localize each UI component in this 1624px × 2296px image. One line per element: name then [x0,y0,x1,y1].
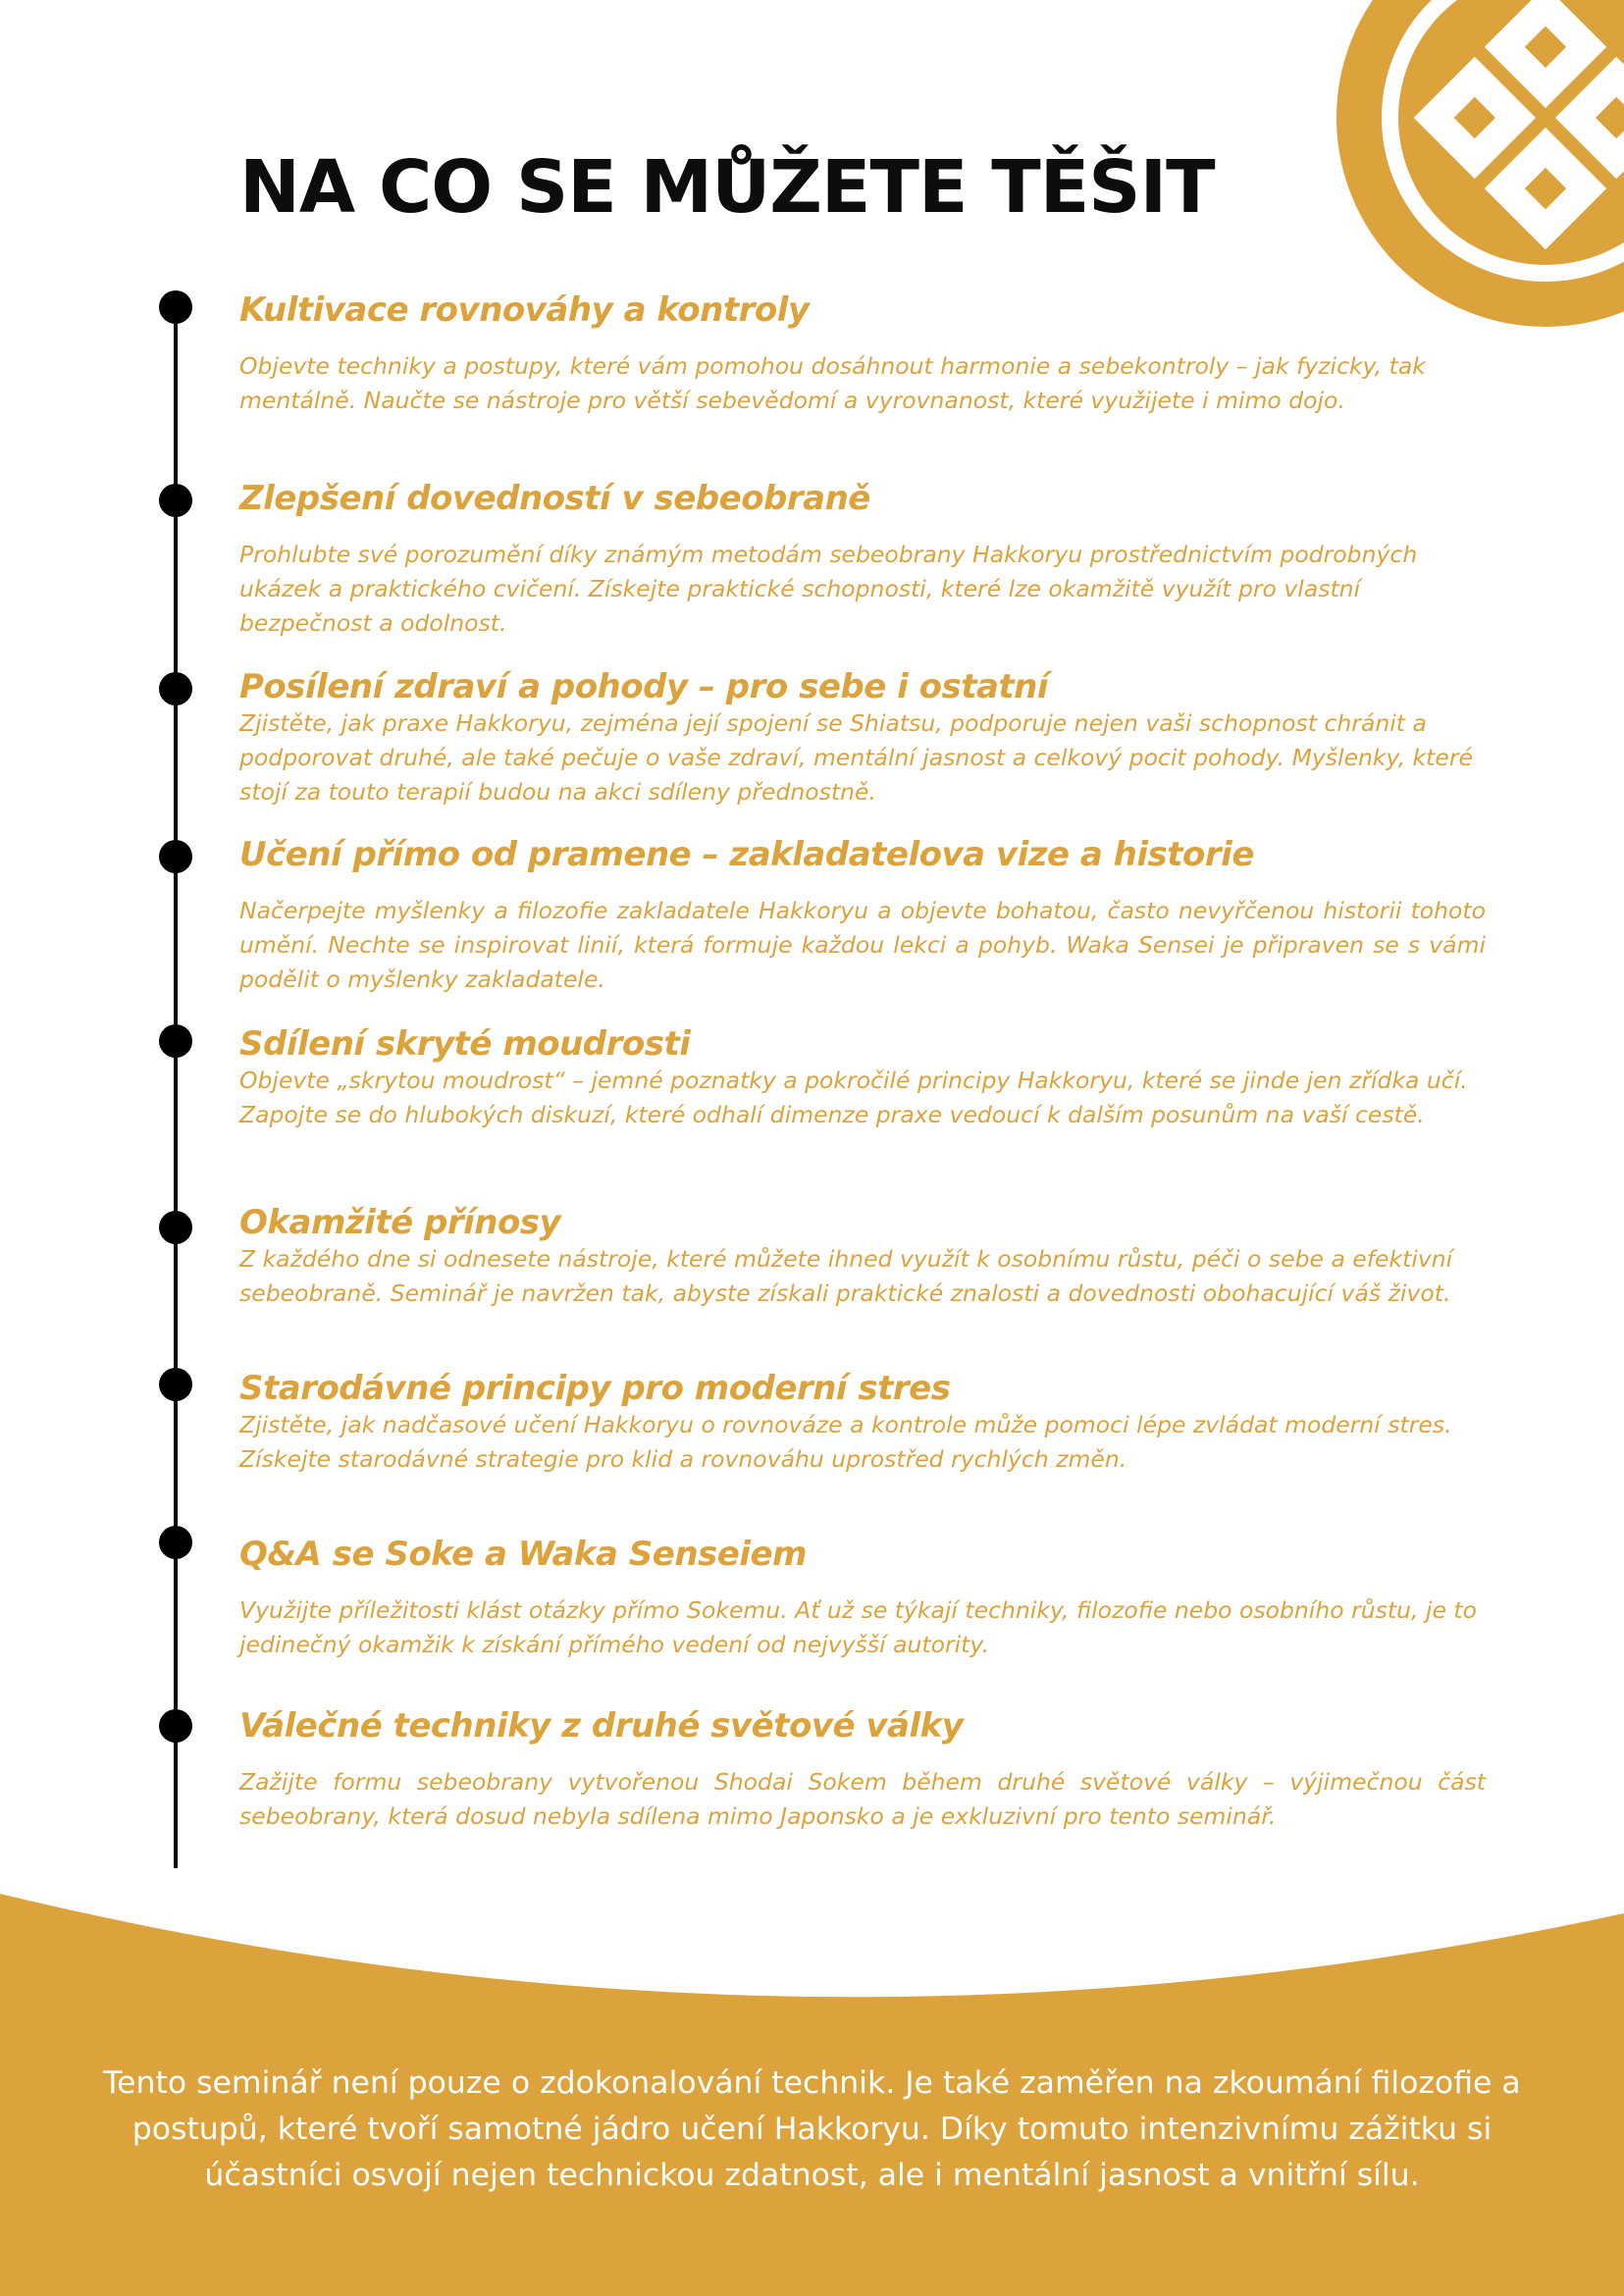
timeline-item [239,1535,1486,1662]
timeline-item [239,479,1486,641]
timeline-item [239,1706,1486,1834]
item-text: Zjistěte, jak praxe Hakkoryu, zejména její spojení se Shiatsu, podporuje nejen vaši schopnost chránit a podporovat druhé, ale také pečuje o vaše zdraví, mentální jasnost a celkový pocit pohody. Myšlenky, které stojí za touto terapií budou na akci sdíleny přednostně. [239,709,1473,806]
item-text: Zažijte formu sebeobrany vytvořenou Shodai Sokem během druhé světové války – výjimečnou část sebeobrany, která dosud nebyla sdílena mimo Japonsko a je exkluzivní pro tento seminář. [239,1768,1486,1830]
item-text: Prohlubte své porozumění díky známým metodám sebeobrany Hakkoryu prostřednictvím podrobných ukázek a praktického cvičení. Získejte praktické schopnosti, které lze okamžitě využít pro vlastní bezpečnost a odolnost. [239,541,1418,637]
item-text: Objevte „skrytou moudrost“ – jemné poznatky a pokročilé principy Hakkoryu, které se jinde jen zřídka učí. Zapojte se do hlubokých diskuzí, které odhalí dimenze praxe vedoucí k dalším posunům na vaší cestě. [239,1067,1468,1128]
timeline-item [239,1024,1486,1132]
timeline-item [239,667,1486,809]
timeline-dot [159,484,192,517]
timeline-dot [159,1709,192,1743]
timeline-dot [159,672,192,705]
timeline-dot [159,1368,192,1401]
timeline-item [239,1203,1486,1311]
timeline-dot [159,1526,192,1559]
timeline-item [239,835,1486,997]
item-title: Kultivace rovnováhy a kontroly [239,290,810,330]
item-title: Posílení zdraví a pohody – pro sebe i ostatní [239,667,1049,706]
item-text: Využijte příležitosti klást otázky přímo Sokemu. Ať už se týkají techniky, filozofie nebo osobního růstu, je to jedinečný okamžik k získání přímého vedení od nejvyšší autority. [239,1596,1477,1658]
timeline-dot [159,1024,192,1058]
item-title: Válečné techniky z druhé světové války [239,1706,964,1746]
item-text: Načerpejte myšlenky a filozofie zakladatele Hakkoryu a objevte bohatou, často nevyřčenou historii tohoto umění. Nechte se inspirovat linií, která formuje každou lekci a pohyb. Waka Sensei je připraven se s vámi podělit o myšlenky zakladatele. [239,897,1486,993]
timeline-item [239,1369,1486,1477]
timeline-dot [159,1211,192,1244]
item-text: Objevte techniky a postupy, které vám pomohou dosáhnout harmonie a sebekontroly – jak fyzicky, tak mentálně. Naučte se nástroje pro větší sebevědomí a vyrovnanost, které využijete i mimo dojo. [239,352,1426,414]
item-text: Z každého dne si odnesete nástroje, které můžete ihned využít k osobnímu růstu, péči o sebe a efektivní sebeobraně. Seminář je navržen tak, abyste získali praktické znalosti a dovednosti obohacující váš život. [239,1245,1453,1307]
item-title: Starodávné principy pro moderní stres [239,1369,951,1408]
timeline-dot [159,840,192,873]
timeline-dot [159,290,192,324]
diamond-knot-emblem-icon [1330,0,1624,334]
item-title: Q&A se Soke a Waka Senseiem [239,1535,807,1574]
footer-text: Tento seminář není pouze o zdokonalování technik. Je také zaměřen na zkoumání filozofie a postupů, které tvoří samotné jádro učení Hakkoryu. Díky tomuto intenzivnímu zážitku si účastníci osvojí nejen technickou zdatnost, ale i mentální jasnost a vnitřní sílu. [103,2065,1521,2193]
item-title: Učení přímo od pramene – zakladatelova vize a historie [239,835,1254,874]
timeline-item [239,290,1486,418]
item-title: Sdílení skryté moudrosti [239,1024,691,1064]
item-title: Zlepšení dovedností v sebeobraně [239,479,870,518]
timeline-line [174,306,178,1868]
item-title: Okamžité přínosy [239,1203,561,1242]
page-title: NA CO SE MŮŽETE TĚŠIT [239,145,1215,230]
item-text: Zjistěte, jak nadčasové učení Hakkoryu o rovnováze a kontrole může pomoci lépe zvládat moderní stres. Získejte starodávné strategie pro klid a rovnováhu uprostřed rychlých změn. [239,1411,1452,1473]
